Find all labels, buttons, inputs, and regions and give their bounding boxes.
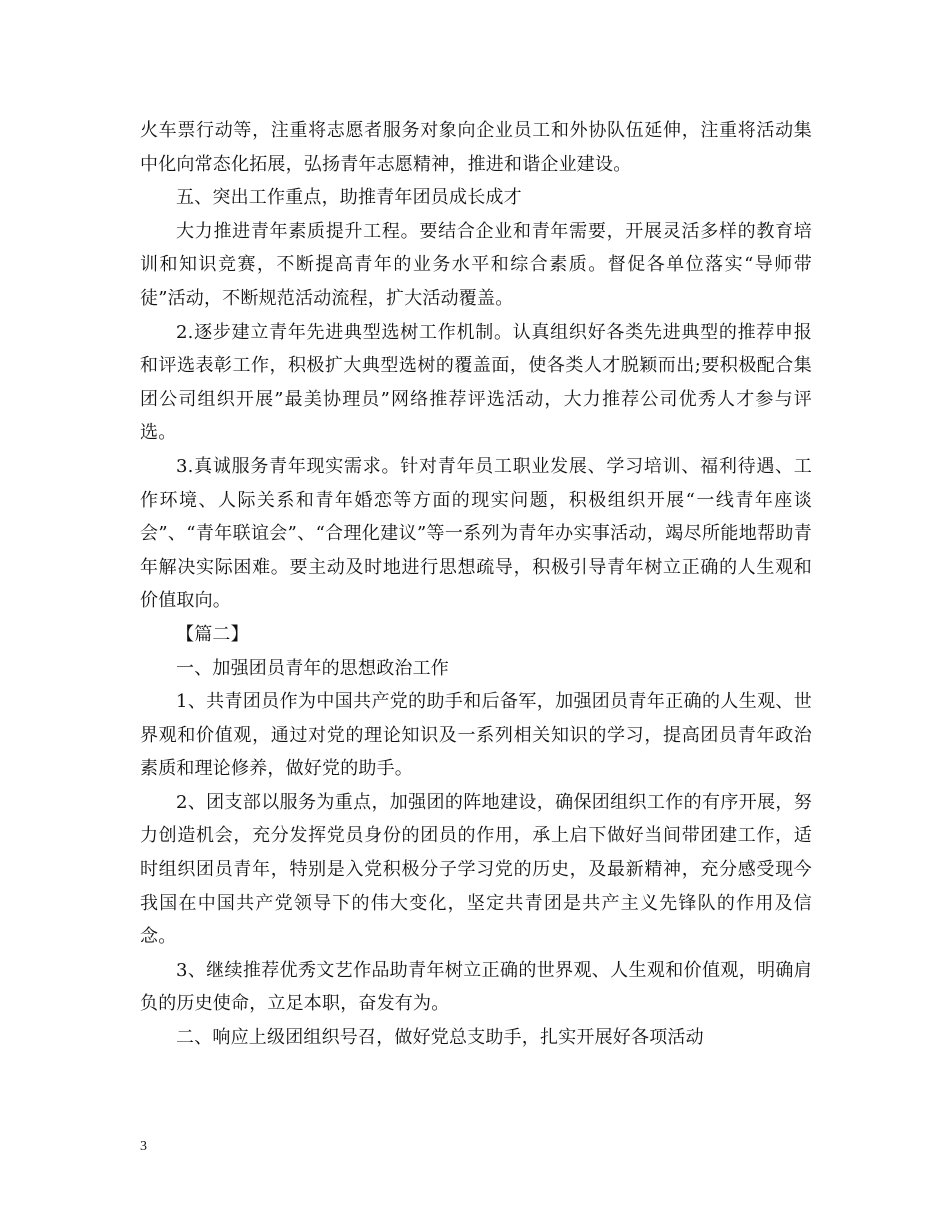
paragraph-point-2: 2、团支部以服务为重点，加强团的阵地建设，确保团组织工作的有序开展，努力创造机会，充分发挥党员身份的团员的作用，承上启下做好当间带团建工作，适时组织团员青年，特别是入党积极分子学习党的历史，及最新精神，充分感受现今我国在中国共产党领导下的伟大变化，坚定共青团是共产主义先锋队的作用及信念。 <box>140 791 812 948</box>
document-body <box>140 114 812 1055</box>
paragraph-item-2: 2.逐步建立青年先进典型选树工作机制。认真组织好各类先进典型的推荐申报和评选表彰工作，积极扩大典型选树的覆盖面，使各类人才脱颖而出;要积极配合集团公司组织开展”最美协理员”网络推荐评选活动，大力推荐公司优秀人才参与评选。 <box>140 321 812 444</box>
paragraph-item-3: 3.真诚服务青年现实需求。针对青年员工职业发展、学习培训、福利待遇、工作环境、人际关系和青年婚恋等方面的现实问题，积极组织开展“一线青年座谈会”、“青年联谊会”、“合理化建议”等一系列为青年办实事活动，竭尽所能地帮助青年解决实际困难。要主动及时地进行思想疏导，积极引导青年树立正确的人生观和价值取向。 <box>140 455 812 612</box>
section-heading-5: 五、突出工作重点，助推青年团员成长成才 <box>176 187 522 209</box>
section-heading-2: 二、响应上级团组织号召，做好党总支助手，扎实开展好各项活动 <box>176 1027 704 1049</box>
paragraph-point-1: 1、共青团员作为中国共产党的助手和后备军，加强团员青年正确的人生观、世界观和价值观，通过对党的理论知识及一系列相关知识的学习，提高团员青年政治素质和理论修养，做好党的助手。 <box>140 691 812 780</box>
paragraph-point-3: 3、继续推荐优秀文艺作品助青年树立正确的世界观、人生观和价值观，明确肩负的历史使命，立足本职，奋发有为。 <box>140 959 812 1015</box>
paragraph-quality-project: 大力推进青年素质提升工程。要结合企业和青年需要，开展灵活多样的教育培训和知识竞赛，不断提高青年的业务水平和综合素质。督促各单位落实“导师带徒”活动，不断规范活动流程，扩大活动覆盖。 <box>140 220 812 309</box>
paragraph-continuation: 火车票行动等，注重将志愿者服务对象向企业员工和外协队伍延伸，注重将活动集中化向常态化拓展，弘扬青年志愿精神，推进和谐企业建设。 <box>140 120 812 175</box>
section-heading-1: 一、加强团员青年的思想政治工作 <box>176 657 449 679</box>
page-number: 3 <box>140 1139 147 1154</box>
section-label-part-two: 【篇二】 <box>176 623 249 645</box>
